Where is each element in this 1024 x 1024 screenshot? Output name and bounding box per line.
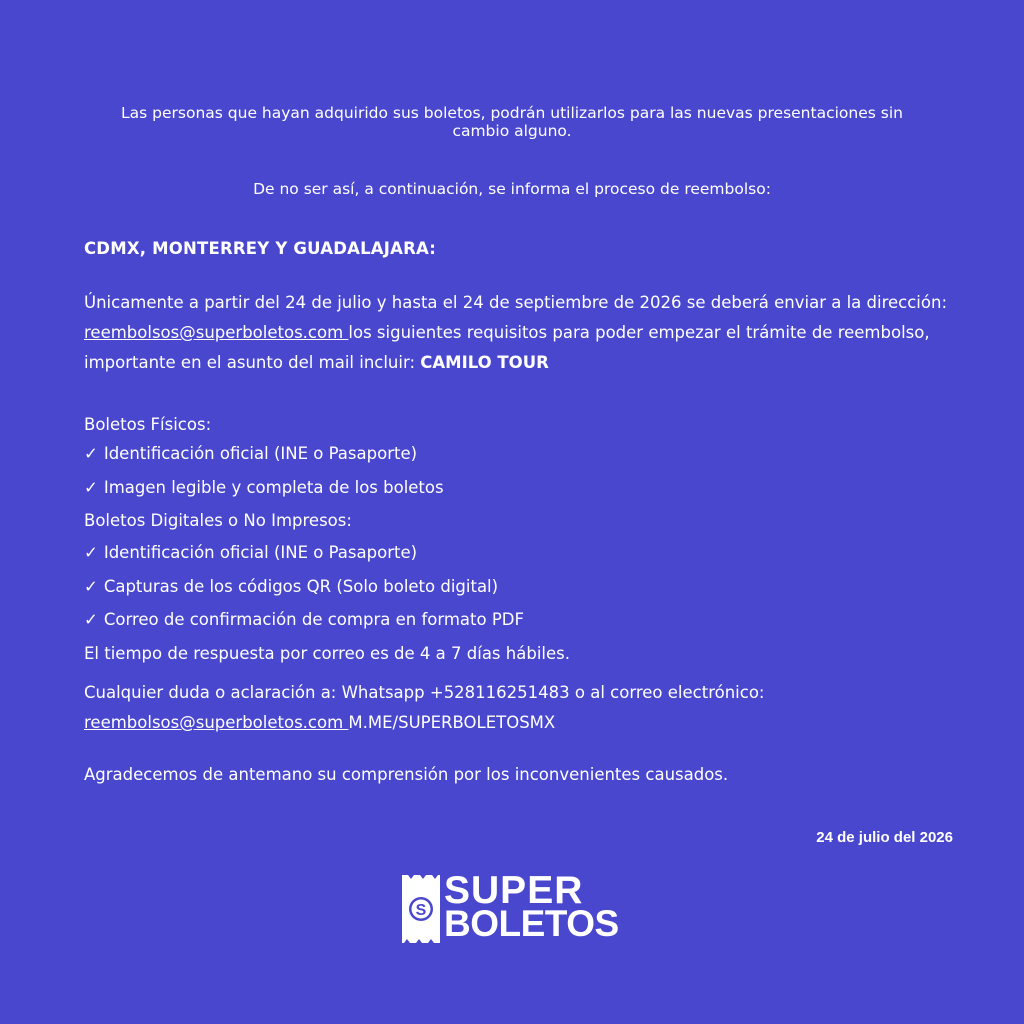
response-time-text: El tiempo de respuesta por correo es de 4 a 7 días hábiles. (84, 644, 570, 663)
list-item-label: Identificación oficial (INE o Pasaporte) (103, 543, 418, 562)
ticket-icon (402, 875, 442, 943)
contact-text: Cualquier duda o aclaración a: Whatsapp +528116251483 o al correo electrónico: (84, 683, 765, 702)
list-item-label: Identificación oficial (INE o Pasaporte) (103, 444, 418, 463)
superboletos-logo (402, 869, 624, 944)
list-item (84, 610, 524, 629)
list-item (84, 577, 498, 596)
contact-info (84, 678, 964, 738)
check-icon: ✓ (84, 577, 98, 596)
digital-tickets-title: Boletos Digitales o No Impresos: (84, 511, 352, 530)
refund-instructions (84, 288, 954, 378)
list-item (84, 478, 444, 497)
refund-email-link[interactable]: reembolsos@superboletos.com (84, 323, 349, 342)
physical-tickets-title: Boletos Físicos: (84, 415, 212, 434)
instructions-text-start: Únicamente a partir del 24 de julio y hasta el 24 de septiembre de 2026 se deberá enviar a la dirección: (84, 293, 948, 312)
refund-intro-text: De no ser así, a continuación, se informa el proceso de reembolso: (253, 180, 771, 198)
instructions-text-end: los siguientes requisitos para poder empezar el trámite de reembolso, importante en el asunto del mail incluir: (84, 323, 930, 372)
logo-wordmark (444, 869, 619, 944)
check-icon: ✓ (84, 478, 98, 497)
list-item (84, 543, 417, 562)
intro-text: Las personas que hayan adquirido sus boletos, podrán utilizarlos para las nuevas presentaciones sin cambio alguno. (121, 104, 903, 140)
check-icon: ✓ (84, 543, 98, 562)
logo-s-letter: S (415, 902, 427, 919)
contact-email-link[interactable]: reembolsos@superboletos.com (84, 713, 349, 732)
list-item-label: Correo de confirmación de compra en formato PDF (103, 610, 524, 629)
publication-date: 24 de julio del 2026 (816, 829, 953, 846)
check-icon: ✓ (84, 444, 98, 463)
logo-line-super: SUPER (444, 869, 584, 912)
list-item (84, 444, 417, 463)
mail-subject: CAMILO TOUR (420, 353, 549, 372)
list-item-label: Capturas de los códigos QR (Solo boleto digital) (103, 577, 499, 596)
check-icon: ✓ (84, 610, 98, 629)
thanks-text: Agradecemos de antemano su comprensión por los inconvenientes causados. (84, 765, 729, 784)
logo-line-boletos: BOLETOS (444, 903, 619, 944)
messenger-link-text: M.ME/SUPERBOLETOSMX (348, 713, 556, 732)
list-item-label: Imagen legible y completa de los boletos (103, 478, 444, 497)
cities-heading: CDMX, MONTERREY Y GUADALAJARA: (84, 239, 437, 258)
